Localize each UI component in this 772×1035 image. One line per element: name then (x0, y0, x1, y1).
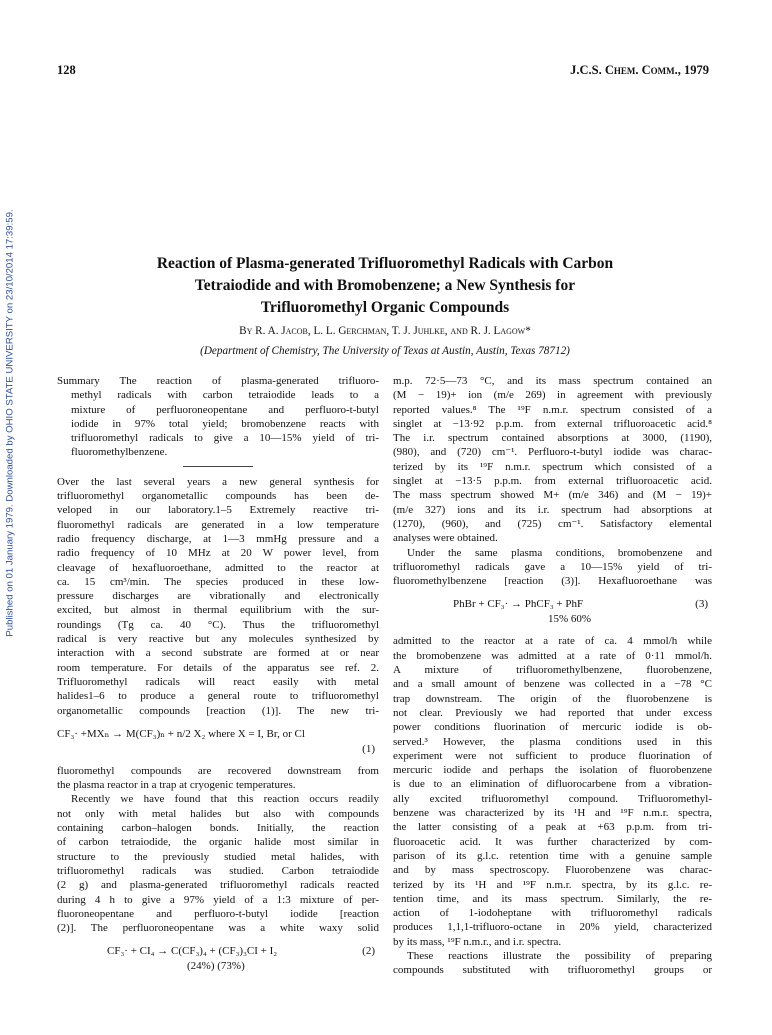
text-line: served.³ However, the plasma conditions used in this (393, 735, 712, 748)
text-line: produces 1,1,1-trifluoro-octane in 20% yield, characterized (393, 921, 712, 934)
text-line: radio frequency discharge, at 1—3 mmHg pressure and a (57, 532, 379, 545)
text-line: the plasma reactor in a trap at cryogenic temperatures. (57, 779, 296, 792)
text-line: during 4 h to give a 97% yield of a 1:3 mixture of per- (57, 893, 379, 906)
text-line: The mass spectrum showed M+ (m/e 346) and (M − 19)+ (393, 489, 712, 502)
text-line: room temperature. For details of the apparatus see ref. 2. (57, 661, 379, 674)
text-line: mercuric iodide and perhaps the isolation of fluorobenzene (393, 764, 712, 777)
text-line: terized by its ¹H and ¹⁹F n.m.r. spectra, by its g.l.c. re- (393, 878, 712, 891)
text-line: and a small amount of benzene was collected in a −78 °C (393, 678, 712, 691)
text-line: structure to the previously studied metal halides, with (57, 850, 379, 863)
equation-3-expression: PhBr + CF₃· → PhCF₃ + PhF (453, 598, 584, 611)
equation-3-number: (3) (695, 598, 708, 611)
equation-3 (393, 596, 712, 626)
text-line: compounds substituted with trifluoromethyl groups or (393, 964, 712, 977)
right-column (393, 374, 712, 978)
text-line: of carbon tetraiodide, the organic halide most similar in (57, 836, 379, 849)
text-line: tention time, and its mass spectrum. Similarly, the re- (393, 892, 712, 905)
text-line: organometallic compounds [reaction (1)]. The new tri- (57, 704, 379, 717)
equation-2-yields: (24%) (73%) (187, 960, 245, 973)
text-line: action of 1-iodoheptane with trifluoromethyl radicals (393, 907, 712, 920)
text-line: m.p. 72·5—73 °C, and its mass spectrum contained an (393, 375, 712, 387)
affiliation: (Department of Chemistry, The University of Texas at Austin, Austin, Texas 78712) (200, 345, 570, 357)
text-line: (M − 19)+ ion (m/e 269) in agreement with previously (393, 389, 712, 402)
text-line: (2)]. The perfluoroneopentane was a white waxy solid (57, 922, 379, 935)
text-line: and by mass spectroscopy. Fluorobenzene was charac- (393, 864, 712, 877)
equation-1-number: (1) (362, 742, 375, 755)
text-line: interaction with a second substrate are formed at or near (57, 647, 379, 660)
text-line: ally excited trifluoromethyl compound. Trifluoromethyl- (393, 792, 712, 805)
equation-2 (57, 943, 379, 973)
text-line: parison of its g.l.c. retention time with a genuine sample (393, 849, 712, 862)
left-column (57, 374, 379, 973)
text-line: reported values.⁸ The ¹⁹F n.m.r. spectrum consisted of a (393, 403, 712, 416)
summary-line: Summary The reaction of plasma-generated trifluoro- (57, 375, 379, 387)
title-line: Tetraiodide and with Bromobenzene; a New Synthesis for (194, 277, 576, 294)
title-line: Reaction of Plasma-generated Trifluoromethyl Radicals with Carbon (156, 255, 614, 272)
summary-line: iodide in 97% total yield; bromobenzene reacts with (71, 417, 379, 430)
text-line: by its mass, ¹⁹F n.m.r., and i.r. spectra. (393, 935, 562, 948)
text-line: singlet at −13·92 p.p.m. from external trifluoroacetic acid.⁸ (393, 417, 712, 430)
text-line: radical is very reactive but any molecules synthesized by (57, 633, 379, 646)
text-line: Under the same plasma conditions, bromobenzene and (407, 546, 712, 559)
text-line: fluoromethylbenzene [reaction (3)]. Hexafluoroethane was (393, 575, 712, 588)
text-line: power conditions fluorination of mercuric iodide is ob- (393, 721, 712, 734)
paragraph (393, 546, 712, 589)
summary-line: fluoromethylbenzene. (71, 446, 168, 459)
paragraph (57, 792, 379, 935)
text-line: These reactions illustrate the possibility of preparing (407, 949, 712, 962)
text-line: trifluoromethyl radicals was studied. Carbon tetraiodide (57, 864, 379, 877)
download-watermark (3, 200, 17, 645)
equation-1 (57, 726, 379, 756)
text-line: radio frequency of 10 MHz at 20 W power level, from (57, 547, 379, 560)
paragraph (393, 634, 712, 949)
text-line: A mixture of trifluoromethylbenzene, fluorobenzene, (393, 664, 712, 677)
text-line: singlet at −13·5 p.p.m. from external trifluoroacetic acid. (393, 475, 712, 488)
text-line: trifluoromethyl radicals gave a 10—15% yield of tri- (393, 560, 712, 573)
summary-line: methyl radicals with carbon tetraiodide leads to a (71, 389, 379, 402)
article-title (70, 253, 700, 319)
text-line: halides1–6 to produce a general route to trifluoromethyl (57, 690, 379, 703)
summary-line: trifluoromethyl radicals to give a 10—15% yield of tri- (71, 432, 379, 445)
summary-block (57, 374, 379, 460)
text-line: containing carbon–halogen bonds. Initially, the reaction (57, 822, 379, 835)
text-line: The i.r. spectrum contained absorptions at 3000, (1190), (393, 432, 712, 445)
text-line: Trifluoromethyl radicals will react easily with metal (57, 675, 379, 688)
equation-2-number: (2) (362, 945, 375, 958)
text-line: fluoromethyl compounds are recovered downstream from (57, 764, 379, 777)
text-line: pressure discharges are vibrationally and electronically (57, 590, 379, 603)
text-line: cleavage of hexafluoroethane, admitted to the reactor at (57, 561, 379, 574)
equation-2-expression: CF₃· + CI₄ → C(CF₃)₄ + (CF₃)₃CI + I₂ (107, 945, 278, 958)
text-line: (1270), (960), and (725) cm⁻¹. Satisfactory elemental (393, 517, 712, 530)
text-line: analyses were obtained. (393, 532, 498, 545)
text-line: (980), and (720) cm⁻¹. Perfluoro-t-butyl iodide was charac- (393, 446, 712, 459)
paragraph (393, 949, 712, 978)
journal-reference: J.C.S. Chem. Comm., 1979 (570, 63, 709, 77)
text-line: benzene was characterized by its ¹H and ¹⁹F n.m.r. spectra, (393, 807, 712, 820)
text-line: trap downstream. The origin of the fluorobenzene is (393, 692, 712, 705)
text-line: Over the last several years a new general synthesis for (57, 475, 379, 488)
text-line: fluoromethyl radicals are generated in a low temperature (57, 518, 379, 531)
download-watermark-text: Published on 01 January 1979. Downloaded by OHIO STATE UNIVERSITY on 23/10/2014 17:39:59. (4, 208, 16, 637)
text-line: (2 g) and plasma-generated trifluoromethyl radicals reacted (57, 879, 379, 892)
intro-paragraph (57, 475, 379, 718)
summary-line: mixture of perfluoroneopentane and perfluoro-t-butyl (71, 403, 379, 416)
text-line: roundings (Tg ca. 40 °C). Thus the trifluoromethyl (57, 618, 379, 631)
text-line: experiment were not sufficient to produce fluorination of (393, 749, 712, 762)
text-line: Recently we have found that this reaction occurs readily (71, 793, 379, 806)
text-line: veloped in our laboratory.1–5 Extremely reactive tri- (57, 504, 379, 517)
text-line: the latter consisting of a peak at +63 p.p.m. from tri- (393, 821, 712, 834)
paragraph (57, 764, 379, 793)
text-line: fluoroneopentane and perfluoro-t-butyl iodide [reaction (57, 907, 379, 920)
text-line: excited, but almost in thermal equilibrium with the sur- (57, 604, 379, 617)
text-line: not only with metal halides but also with compounds (57, 807, 379, 820)
text-line: is due to an elimination of difluorocarbene from a vibration- (393, 778, 712, 791)
paragraph (393, 374, 712, 546)
text-line: fluoroacetic acid. It was further characterized by com- (393, 835, 712, 848)
section-divider (183, 466, 253, 467)
text-line: terized by its ¹⁹F n.m.r. spectrum which consisted of a (393, 460, 712, 473)
text-line: ca. 15 cm³/min. The species produced in these low- (57, 575, 379, 588)
equation-1-expression: CF₃· +MXₙ → M(CF₃)ₙ + n/2 X₂ where X = I, Br, or Cl (57, 727, 305, 740)
author-list: By R. A. Jacob, L. L. Gerchman, T. J. Juhlke, and R. J. Lagow* (239, 325, 531, 337)
text-line: the bromobenzene was admitted at a rate of 0·11 mmol/h. (393, 649, 712, 662)
equation-3-yields: 15% 60% (548, 613, 592, 626)
text-line: not clear. Previously we had reported that under excess (393, 706, 712, 719)
title-line: Trifluoromethyl Organic Compounds (260, 299, 510, 316)
text-line: trifluoromethyl organometallic compounds has been de- (57, 490, 379, 503)
text-line: admitted to the reactor at a rate of ca. 4 mmol/h while (393, 635, 712, 648)
page-number: 128 (57, 63, 76, 77)
text-line: (m/e 327) ions and its i.r. spectrum had absorptions at (393, 503, 712, 516)
